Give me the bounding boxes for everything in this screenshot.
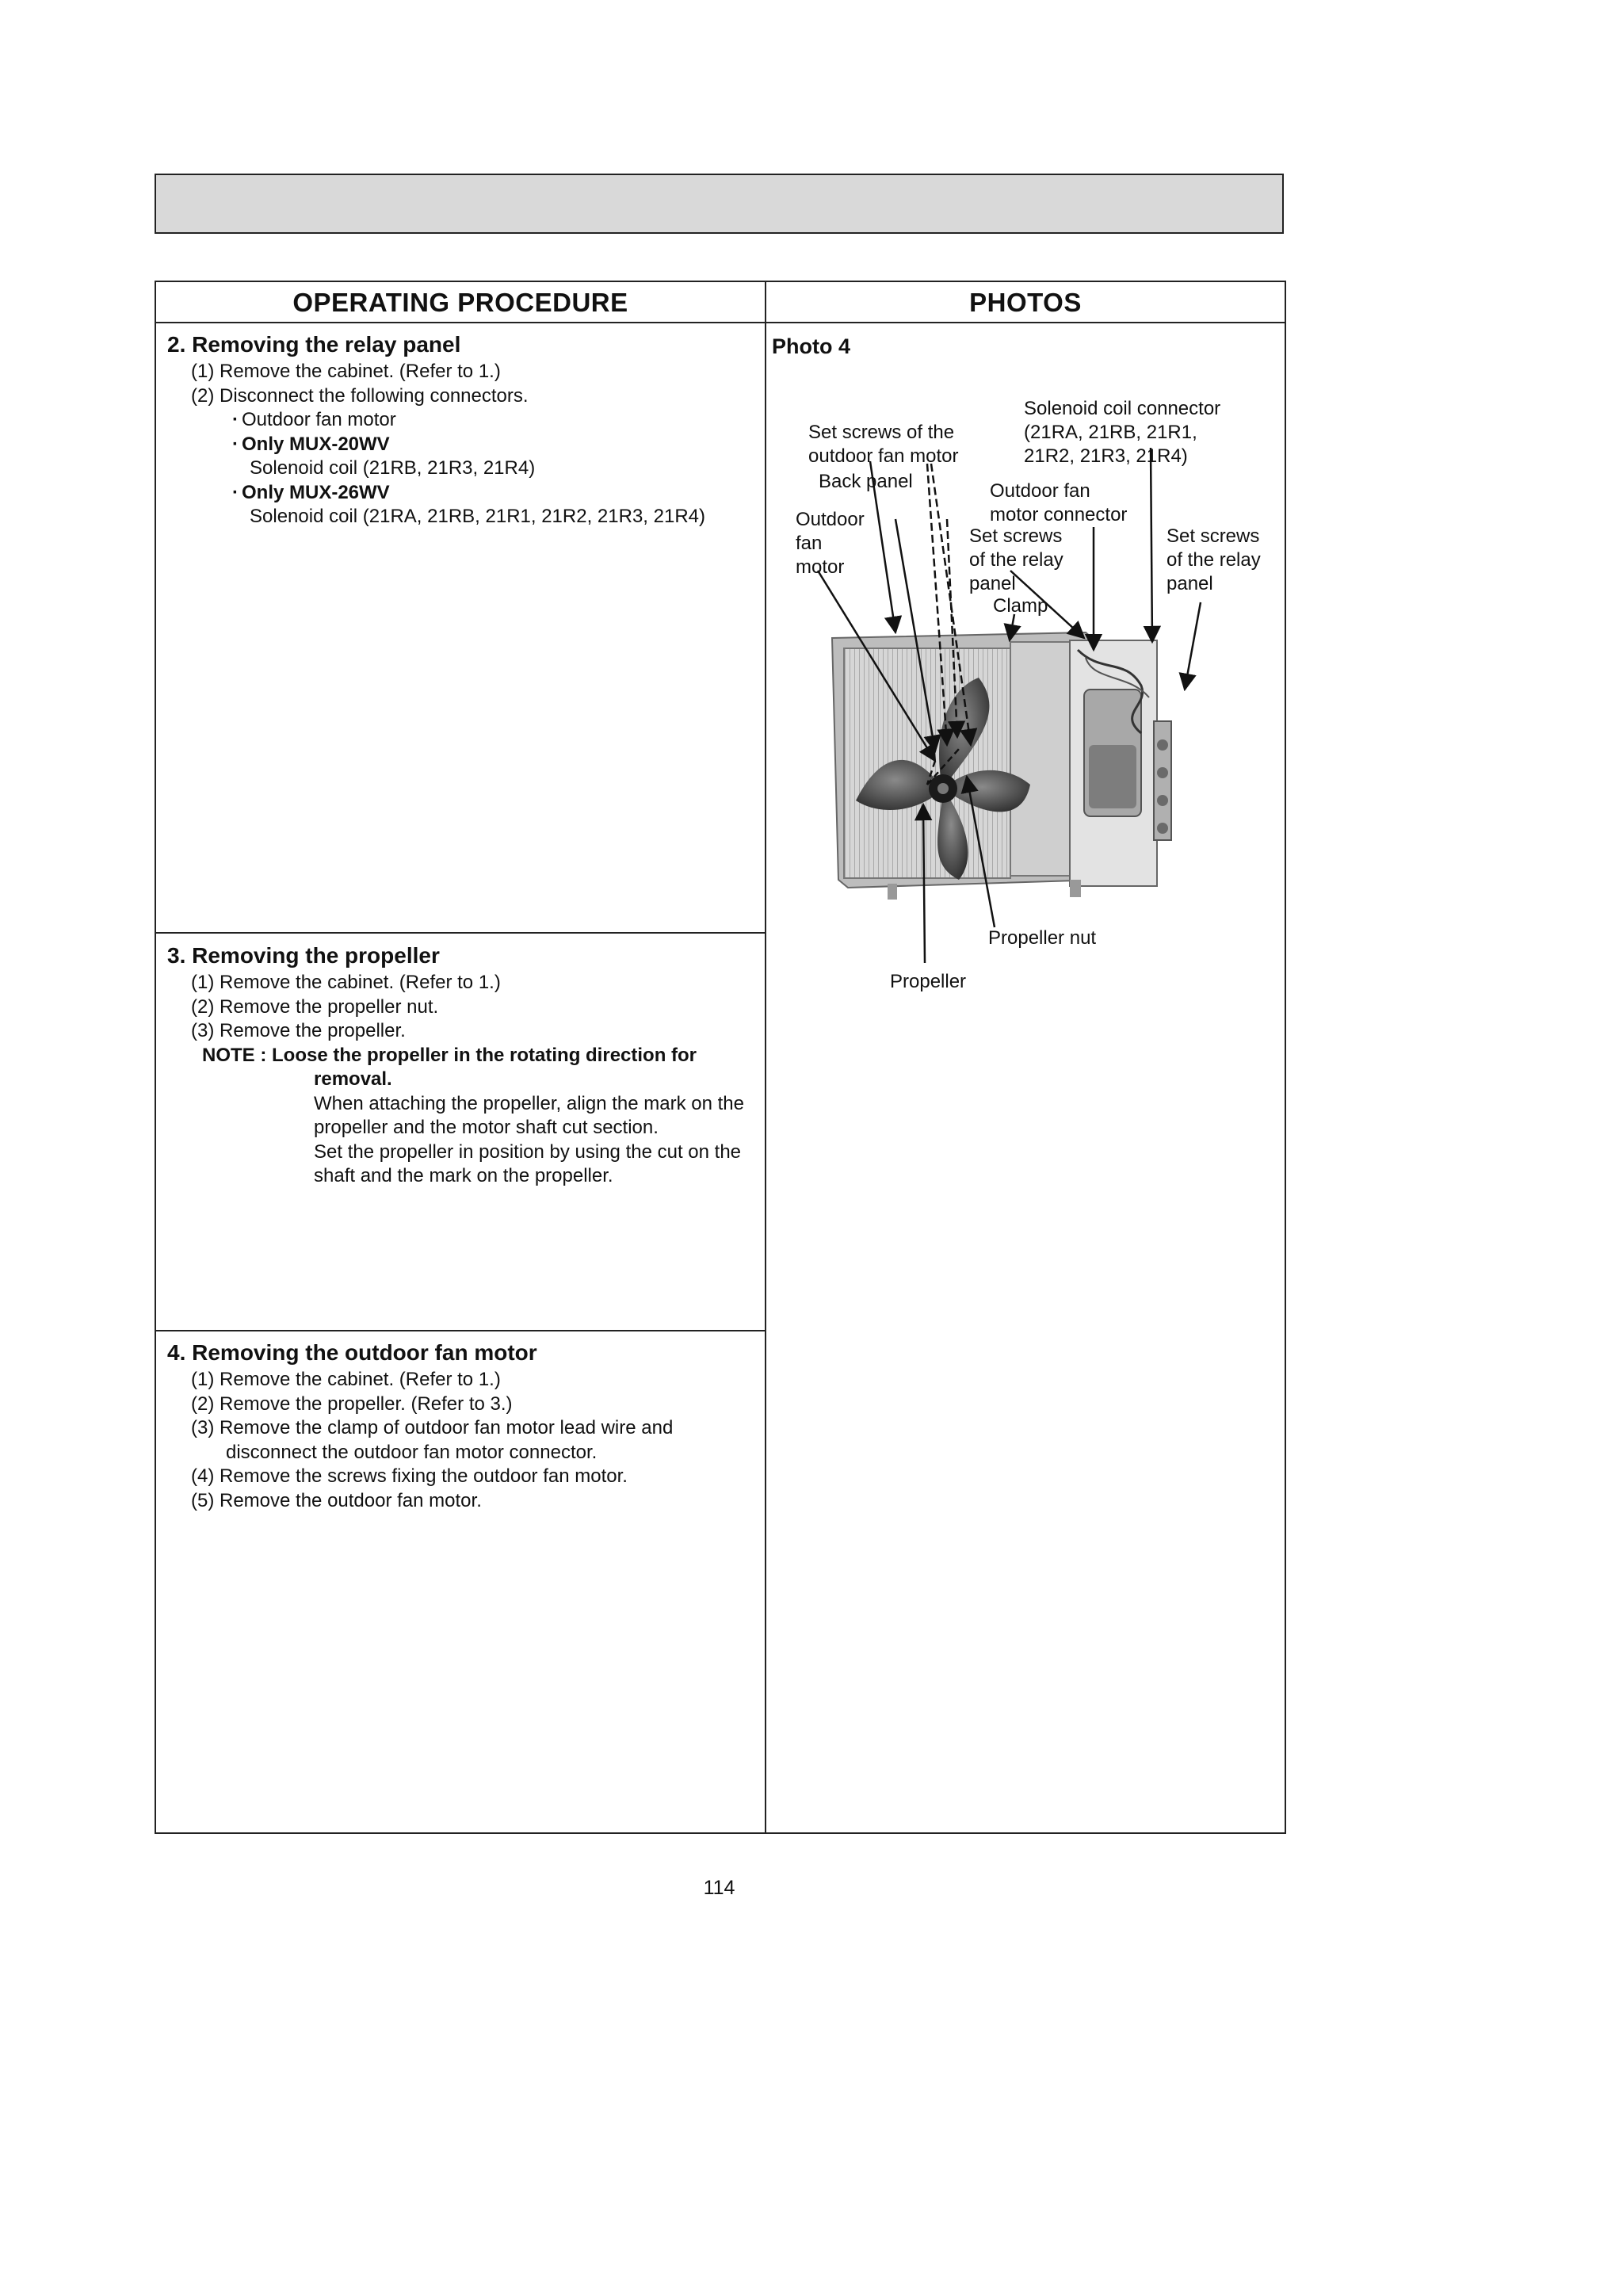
bullet-subtext: Solenoid coil (21RA, 21RB, 21R1, 21R2, 21R3, 21R4) [250,506,705,527]
note-text: Set the propeller in position by using the cut on the [314,1140,742,1163]
page-number: 114 [703,1877,735,1899]
label-propeller: Propeller [890,971,967,992]
bullet-item: · Outdoor fan motor [232,409,396,430]
photo-4-diagram [769,372,1276,1007]
outdoor-unit-photo [832,632,1171,900]
label-propeller-nut: Propeller nut [988,927,1097,949]
step: (3) Remove the propeller. [191,1020,406,1041]
section-outdoor-fan-motor [167,1339,754,1513]
header-divider [156,322,1285,323]
section-title: 4. Removing the outdoor fan motor [167,1340,537,1365]
step: (1) Remove the cabinet. (Refer to 1.) [191,972,501,993]
note-text: When attaching the propeller, align the mark on the [314,1092,744,1114]
label-outdoor-fan-motor-connector: Outdoor fan motor connector [990,480,1128,525]
step: (2) Remove the propeller nut. [191,995,439,1018]
photos-heading: PHOTOS [969,288,1082,317]
bullet-item: · Only MUX-26WV [232,481,390,503]
label-solenoid-coil-connector: Solenoid coil connector (21RA, 21RB, 21R1, 21R2, 21R3, 21R4) [1024,398,1221,467]
section-relay-panel [167,331,754,529]
photo-title: Photo 4 [772,334,850,358]
step: (2) Disconnect the following connectors. [191,384,529,407]
note [167,1044,754,1189]
section-title: 3. Removing the propeller [167,943,440,968]
label-set-screws-relay-panel-right: Set screws of the relay panel [1167,525,1261,594]
note-heading-cont: removal. [314,1068,392,1090]
section-divider [156,932,766,934]
label-set-screws-relay-panel: Set screws of the relay panel [969,525,1063,594]
label-set-screws-fan-motor: Set screws of the outdoor fan motor [808,422,959,467]
label-back-panel: Back panel [819,471,913,492]
note-heading: NOTE : Loose the propeller in the rotating direction for [202,1044,697,1066]
note-text: propeller and the motor shaft cut section. [314,1117,659,1138]
bullet-dot-icon: · [232,481,239,503]
bullet-dot-icon: · [232,433,239,455]
section-divider [156,1330,766,1331]
operating-procedure-heading: OPERATING PROCEDURE [292,288,628,317]
label-outdoor-fan-motor: Outdoor fan motor [796,509,865,578]
bullet-subtext: Solenoid coil (21RB, 21R3, 21R4) [250,457,536,479]
step: (5) Remove the outdoor fan motor. [191,1489,482,1511]
bullet-dot-icon: · [232,409,239,430]
step: (3) Remove the clamp of outdoor fan motor lead wire and [191,1417,674,1438]
section-propeller [167,942,754,1189]
column-divider [765,282,766,1832]
step-continuation: disconnect the outdoor fan motor connector. [226,1441,598,1463]
label-clamp: Clamp [993,595,1048,617]
note-text: shaft and the mark on the propeller. [314,1165,613,1186]
step: (1) Remove the cabinet. (Refer to 1.) [191,361,501,382]
bullet-item: · Only MUX-20WV [232,433,390,455]
step: (4) Remove the screws fixing the outdoor fan motor. [191,1465,628,1487]
step: (2) Remove the propeller. (Refer to 3.) [191,1392,513,1415]
header-bar [155,174,1284,234]
section-title: 2. Removing the relay panel [167,332,461,357]
step: (1) Remove the cabinet. (Refer to 1.) [191,1369,501,1390]
